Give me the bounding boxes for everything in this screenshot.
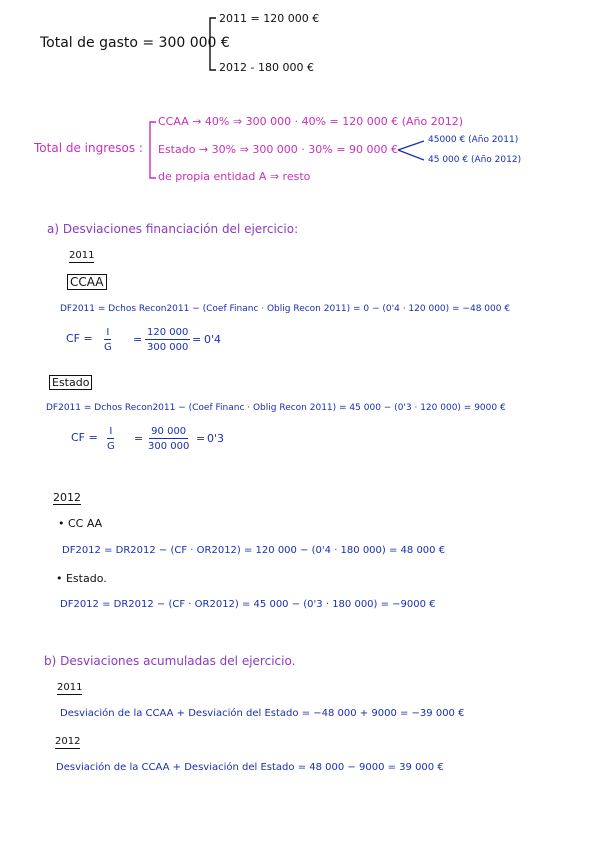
cf2-eq2: = xyxy=(196,432,206,445)
cf2-num-value: 90 000 xyxy=(151,426,187,437)
ccaa-bullet: • CC AA xyxy=(58,517,103,530)
cf1-den-g: G xyxy=(104,342,112,353)
ingresos-ccaa-line xyxy=(158,116,463,127)
cf1-eq: = xyxy=(133,333,143,346)
split-lines xyxy=(398,141,424,160)
df-2011-estado: DF2011 = Dchos Recon2011 − (Coef Financ · Oblig Recon 2011) = 45 000 − (0'3 · 120 000) = 9000 € xyxy=(46,403,506,413)
cf2-eq: = xyxy=(134,432,144,445)
section-b-year-2011: 2011 xyxy=(57,682,83,693)
section-b-line-2012: Desviación de la CCAA + Desviación del Estado = 48 000 − 9000 = 39 000 € xyxy=(56,762,444,773)
cf1-fraction-ig xyxy=(104,327,112,353)
cf2-num-i: I xyxy=(109,426,113,437)
cf2-den-g: G xyxy=(107,441,115,452)
ccaa-box-label: CCAA xyxy=(67,274,107,290)
df-2012-estado: DF2012 = DR2012 − (CF · OR2012) = 45 000 − (0'3 · 180 000) = −9000 € xyxy=(60,599,436,610)
total-ingresos-label: Total de ingresos : xyxy=(34,141,143,155)
ingresos-ccaa: CCAA → 40% ⇒ 300 000 · 40% = 120 000 € (Año 2012) xyxy=(158,115,464,128)
section-b-year-2012: 2012 xyxy=(55,736,81,747)
df-2011-ccaa: DF2011 = Dchos Recon2011 − (Coef Financ · Oblig Recon 2011) = 0 − (0'4 · 120 000) = −48 000 € xyxy=(60,304,511,314)
total-gasto-label: Total de gasto = 300 000 € xyxy=(40,35,230,51)
ingresos-estado-line xyxy=(158,144,398,155)
cf2-fraction-ig xyxy=(107,426,115,452)
split-2011: 45000 € (Año 2011) xyxy=(428,135,519,145)
ingresos-estado: Estado → 30% ⇒ 300 000 · 30% = 90 000 € xyxy=(158,143,398,156)
cf1-lhs: CF = xyxy=(66,332,93,345)
cf1-result: 0'4 xyxy=(204,333,222,346)
ingresos-propia: de propia entidad A ⇒ resto xyxy=(158,170,311,183)
section-a-title: a) Desviaciones financiación del ejercicio: xyxy=(47,222,299,236)
cf2-den-value: 300 000 xyxy=(148,441,190,452)
df-2012-ccaa: DF2012 = DR2012 − (CF · OR2012) = 120 000 − (0'4 · 180 000) = 48 000 € xyxy=(62,545,446,556)
section-b-title: b) Desviaciones acumuladas del ejercicio. xyxy=(44,654,296,668)
ingresos-bracket xyxy=(150,122,156,178)
estado-box-label: Estado xyxy=(49,375,92,390)
cf1-fraction-values xyxy=(145,327,190,353)
gasto-2012: 2012 - 180 000 € xyxy=(219,61,314,74)
section-a-year-2011: 2011 xyxy=(69,250,95,261)
cf1-num-i: I xyxy=(106,327,110,338)
cf1-den-value: 300 000 xyxy=(147,342,189,353)
cf1-eq2: = xyxy=(192,333,202,346)
section-a-year-2012: 2012 xyxy=(53,491,81,504)
split-2012: 45 000 € (Año 2012) xyxy=(428,155,522,165)
gasto-2011: 2011 = 120 000 € xyxy=(219,12,320,25)
cf2-result: 0'3 xyxy=(207,432,225,445)
cf1-num-value: 120 000 xyxy=(147,327,189,338)
section-b-line-2011: Desviación de la CCAA + Desviación del Estado = −48 000 + 9000 = −39 000 € xyxy=(60,708,465,719)
cf2-lhs: CF = xyxy=(71,431,98,444)
cf2-fraction-values xyxy=(148,426,189,452)
estado-bullet: • Estado. xyxy=(56,572,107,585)
